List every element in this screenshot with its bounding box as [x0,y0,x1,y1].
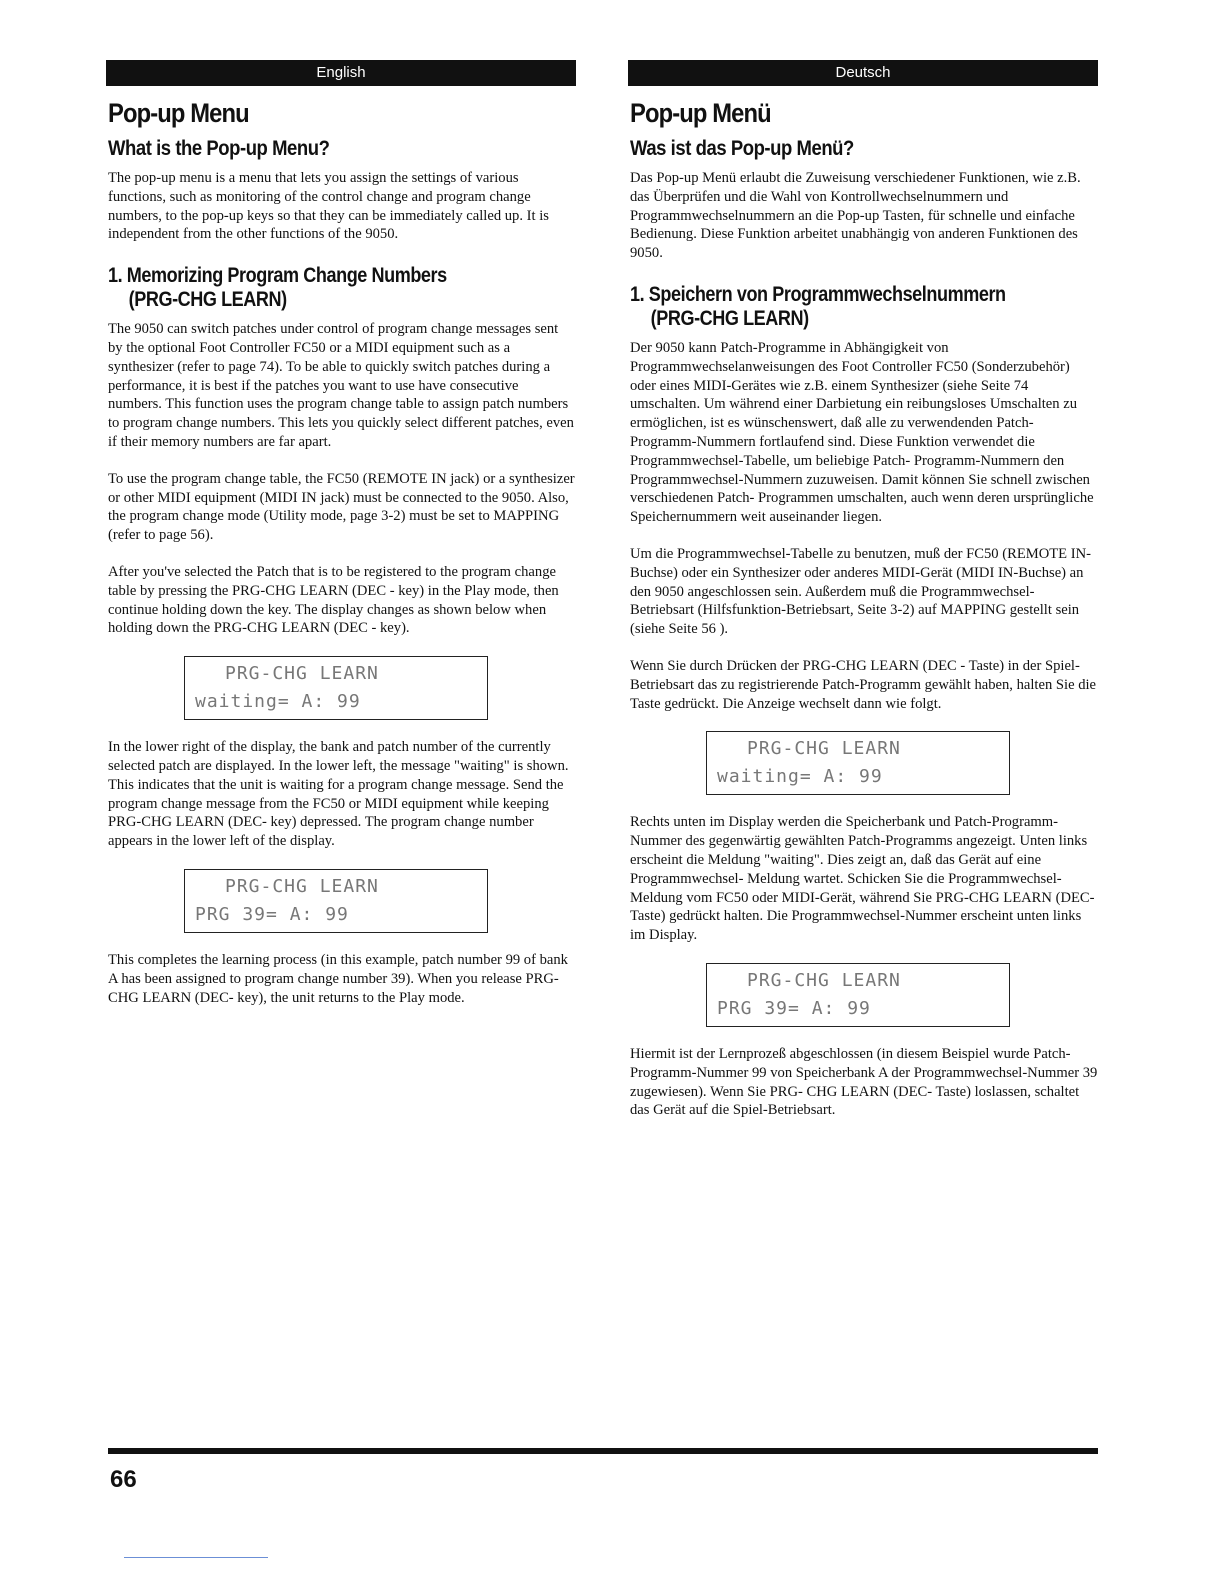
lcd-row2: waiting= A: 99 [195,691,361,713]
lcd-row1: PRG-CHG LEARN [225,875,379,897]
section-heading-line2: (PRG-CHG LEARN) [650,306,809,330]
deutsch-column [628,60,1098,1120]
section-heading-line1: 1. Memorizing Program Change Numbers [108,264,447,288]
lcd-display-learned [184,869,488,933]
paragraph: This completes the learning process (in this example, patch number 99 of bank A has been assigned to program change number 39). When you release PRG-CHG LEARN (DEC- key), the unit returns to the Play mode. [108,951,568,1006]
lcd-row2: waiting= A: 99 [717,766,883,788]
section-heading [630,283,1032,331]
decorative-line [124,1557,268,1558]
english-column [106,60,576,1007]
section-heading-line1: 1. Speichern von Programmwechselnummern [630,282,1006,306]
section-heading [108,264,510,312]
intro-paragraph: Das Pop-up Menü erlaubt die Zuweisung verschiedener Funktionen, wie z.B. das Überprüfen und die Wahl von Kontrollwechselnummern und Programmwechselnummern an die Pop-up Tasten, für schnelle und einfache Bedienung. Diese Funktion arbeitet unabhängig von anderen Funktionen des 9050. [630,170,1081,262]
lcd-display-waiting [184,656,488,720]
section-heading-line2: (PRG-CHG LEARN) [128,288,287,312]
paragraph: In the lower right of the display, the bank and patch number of the currently selected patch are displayed. In the lower left, the message "waiting" is shown. This indicates that the unit is waiting for a program change message. Send the program change message from the FC50 or MIDI equipment while keeping PRG-CHG LEARN (DEC- key) depressed. The program change number appears in the lower left of the display. [108,739,569,850]
paragraph: The 9050 can switch patches under control of program change messages sent by the optional Foot Controller FC50 or a MIDI equipment such as a synthesizer (refer to page 74). To be able to quickly switch patches during a performance, it is best if the patches you want to use have consecutive numbers. This function uses the program change table to assign patch numbers to program change numbers. This lets you quickly select different patches, even if their memory numbers are far apart. [108,321,574,450]
page-subtitle: Was ist das Pop-up Menü? [630,137,854,160]
paragraph: Um die Programmwechsel-Tabelle zu benutzen, muß der FC50 (REMOTE IN-Buchse) oder ein Synthesizer oder anderes MIDI-Gerät (MIDI IN-Buchse) an den 9050 angeschlossen sein. Außerdem muß die Programmwechsel-Betriebsart (Hilfsfunktion-Betriebsart, Seite 3-2) auf MAPPING gestellt sein (siehe Seite 56 ). [630,545,1091,638]
lcd-row2: PRG 39= A: 99 [717,997,871,1019]
paragraph: After you've selected the Patch that is to be registered to the program change table by pressing the PRG-CHG LEARN (DEC - key) in the Play mode, then continue holding down the key. The display changes as shown below when holding down the PRG-CHG LEARN (DEC - key). [108,563,559,637]
page-title: Pop-up Menü [630,98,771,128]
paragraph: Hiermit ist der Lernprozeß abgeschlossen (in diesem Beispiel wurde Patch-Programm-Nummer 99 von Speicherbank A der Programmwechsel-Nummer 39 zugewiesen). Wenn Sie PRG- CHG LEARN (DEC- Taste) loslassen, schaltet das Gerät auf die Spiel-Betriebsart. [630,1045,1098,1119]
language-bar-english: English [106,60,576,86]
intro-paragraph: The pop-up menu is a menu that lets you assign the settings of various functions, such as monitoring of the control change and program change numbers, to the pop-up keys so that they can be immediately called up. It is independent from the other functions of the 9050. [108,170,549,243]
page-number: 66 [110,1466,137,1493]
paragraph: Wenn Sie durch Drücken der PRG-CHG LEARN (DEC - Taste) in der Spiel-Betriebsart das zu registrierende Patch-Programm gewählt haben, halten Sie die Taste gedrückt. Die Anzeige wechselt dann wie folgt. [630,657,1097,712]
paragraph: To use the program change table, the FC50 (REMOTE IN jack) or a synthesizer or other MIDI equipment (MIDI IN jack) must be connected to the 9050. Also, the program change mode (Utility mode, page 3-2) must be set to MAPPING (refer to page 56). [108,470,575,544]
page-subtitle: What is the Pop-up Menu? [108,137,330,160]
lcd-row2: PRG 39= A: 99 [195,903,349,925]
lcd-row1: PRG-CHG LEARN [747,738,901,760]
lcd-display-learned [706,963,1010,1027]
footer-rule [108,1448,1098,1454]
page-title: Pop-up Menu [108,98,249,128]
lcd-display-waiting [706,731,1010,795]
lcd-row1: PRG-CHG LEARN [747,969,901,991]
paragraph: Der 9050 kann Patch-Programme in Abhängigkeit von Programmwechselanweisungen des Foot Controller FC50 (Sonderzubehör) oder eines MIDI-Gerätes wie z.B. einem Synthesizer (siehe Seite 74 umschalten. Um während einer Darbietung ein reibungsloses Umschalten zu ermöglichen, ist es wünschenswert, daß alle zu verwendenden Patch- Programm-Nummern fortlaufend sind. Diese Funktion verwendet die Programmwechsel-Tabelle, um beliebige Patch- Programm-Nummern den Programmwechsel-Nummern zuzuweisen. Damit können Sie schnell zwischen verschiedenen Patch- Programmen umschalten, auch wenn deren ursprüngliche Speichernummern weit auseinander liegen. [630,339,1094,526]
language-bar-deutsch: Deutsch [628,60,1098,86]
lcd-row1: PRG-CHG LEARN [225,663,379,685]
paragraph: Rechts unten im Display werden die Speicherbank und Patch-Programm-Nummer des gegenwärtig gewählten Patch-Programms angezeigt. Unten links erscheint die Meldung "waiting". Dies zeigt an, daß das Gerät auf eine Programmwechsel- Meldung wartet. Schicken Sie die Programmwechsel-Meldung vom FC50 oder MIDI-Gerät, während Sie PRG-CHG LEARN (DEC- Taste) gedrückt halten. Die Programmwechsel-Nummer erscheint unten links im Display. [630,814,1095,944]
